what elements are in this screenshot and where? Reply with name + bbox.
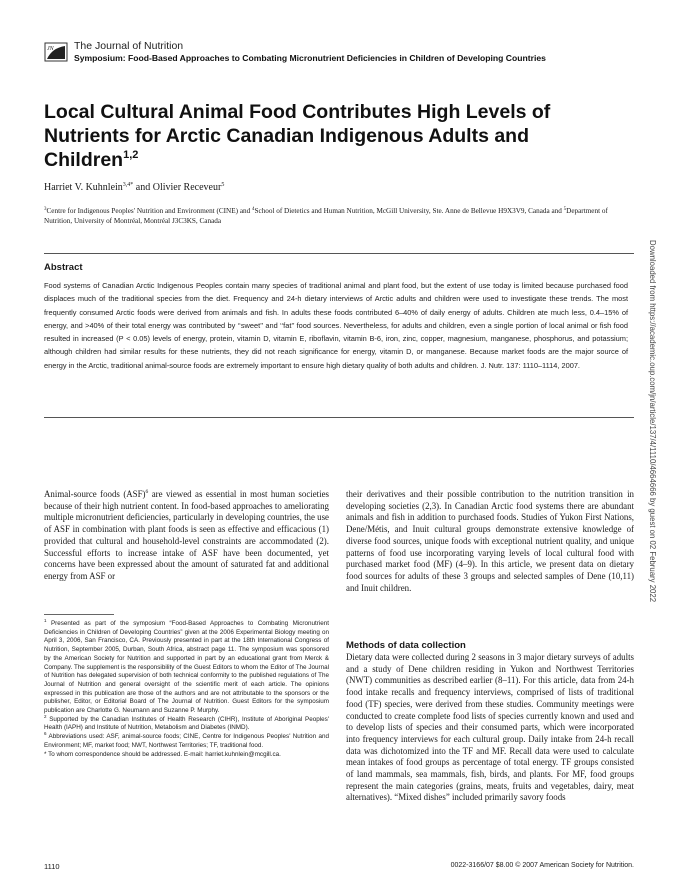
footnote-1 — [44, 620, 329, 716]
journal-logo-icon — [44, 42, 68, 62]
affiliation-text: Department of Nutrition, University of Montréal, Montréal J3C3KS, Canada — [44, 207, 608, 225]
author-affiliation-marks: 3,4* — [122, 182, 134, 188]
article-title — [44, 100, 564, 172]
svg-text:JN: JN — [47, 46, 54, 52]
footnote-text: Abbreviations used: ASF, animal-source foods; CINE, Centre for Indigenous Peoples' Nutrition and Environment; MF, market food; NWT, Northwest Territories; TF, traditional food. — [44, 733, 329, 749]
download-notice — [648, 240, 666, 670]
author-affiliation-marks: 5 — [221, 182, 225, 188]
affiliations — [44, 206, 634, 226]
methods-heading: Methods of data collection — [346, 640, 466, 651]
article-title-text: Local Cultural Animal Food Contributes High Levels of Nutrients for Arctic Canadian Indigenous Adults and Children — [44, 101, 551, 171]
affiliation-mark: 4 — [252, 207, 255, 212]
journal-header — [44, 38, 644, 68]
left-column — [44, 489, 329, 583]
abstract-top-rule — [44, 253, 634, 254]
intro-text: are viewed as essential in most human societies because of their high nutrient content. In food-based approaches to ameliorating multiple micronutrient deficiencies, particularly in developing countries, the use of ASF in combination with plant foods is seen as effective and efficacious (1) provided that cultural and household-level constraints are accommodated (2). Successful efforts to increase intake of ASF have been documented, yet concerns have been expressed about the amount of saturated fat and additional energy from ASF or — [44, 489, 329, 581]
intro-text: Animal-source foods (ASF) — [44, 489, 146, 499]
affiliation-text: School of Dietetics and Human Nutrition, McGill University, Ste. Anne de Bellevue H9X3V9, Canada and — [254, 207, 564, 215]
footnote-divider — [44, 614, 114, 615]
footnote-mark: 1 — [44, 618, 47, 623]
abstract-text: Food systems of Canadian Arctic Indigenous Peoples contain many species of traditional animal and plant food, but the extent of use today is limited because purchased food displaces much of the traditional species from the diet. Frequency and 24-h dietary interviews of Arctic adults and children were used to investigate these trends. The most frequently consumed Arctic foods were derived from animals and fish. In adults these foods contributed 6–40% of daily energy of adults. Children ate much less, 0.4–15% of energy, and >40% of their total energy was contributed by ‘‘sweet’’ and ‘‘fat’’ food sources. Nevertheless, for adults and children, even a single portion of local animal or fish food resulted in increased (P < 0.05) levels of energy, protein, vitamin D, vitamin E, riboflavin, vitamin B-6, iron, zinc, copper, magnesium, manganese, phosphorus, and potassium; although children had similar results for these nutrients, they did not reach significance for energy, vitamin D, or manganese. Because market foods are the major source of energy in the Arctic, traditional animal-source foods are extremely important to ensure high dietary quality of both adults and children. J. Nutr. 137: 1110–1114, 2007. — [44, 281, 628, 370]
author-line — [44, 182, 224, 193]
right-column — [346, 489, 634, 594]
page-number: 1110 — [44, 862, 60, 871]
download-notice-text: Downloaded from https://academic.oup.com/jn/article/137/4/1110/4664666 by guest on 02 February 2022 — [648, 240, 657, 603]
intro-paragraph-continued: their derivatives and their possible contribution to the nutrition transition in developing societies (2,3). In Canadian Arctic food systems there are abundant animals and fish in addition to purchased foods. Studies of Yukon First Nations, Dene/Métis, and Inuit cultural groups demonstrate extensive knowledge of diverse food sources, unique foods with exceptional nutrient quality, and unique patterns of food use incorporating varying levels of local cultural food with purchased market food (MF) (4–9). In this article, we present data on dietary food sources for adults of these 3 groups and selected samples of Dene (10,11) and Inuit children. — [346, 489, 634, 593]
footnote-text: Presented as part of the symposium “Food-Based Approaches to Combating Micronutrient Deficiencies in Children of Developing Countries” given at the 2006 Experimental Biology meeting on April 3, 2006, San Francisco, CA. Previously presented in part at the 18th International Congress of Nutrition, September 2005, Durban, South Africa, abstract page 11. The symposium was sponsored by the American Society for Nutrition and supported in part by an educational grant from Merck & Company. The supplement is the responsibility of the Guest Editors to whom the Editor of The Journal of Nutrition has delegated supervision of both technical conformity to the published regulations of The Journal of Nutrition and general oversight of the scientific merit of each article. The opinions expressed in this publication are those of the authors and are not attributable to the sponsors or the publisher, Editor, or Editorial Board of The Journal of Nutrition. Guest Editors for the symposium publication are Charlotte G. Neumann and Suzanne P. Murphy. — [44, 620, 329, 715]
footnote-mark: 2 — [44, 713, 47, 719]
abstract-heading: Abstract — [44, 262, 83, 273]
affiliation-text: Centre for Indigenous Peoples' Nutrition and Environment (CINE) and — [46, 207, 252, 215]
affiliation-mark: 3 — [44, 207, 47, 212]
author-name: and Olivier Receveur — [135, 182, 222, 193]
affiliation-mark: 5 — [563, 207, 567, 212]
footnote-2 — [44, 713, 329, 733]
symposium-title: Symposium: Food-Based Approaches to Combating Micronutrient Deficiencies in Children of Developing Countries — [74, 53, 546, 63]
footnote-6 — [44, 733, 329, 750]
footnote-correspondence: * To whom correspondence should be addressed. E-mail: harriet.kuhnlein@mcgill.ca. — [44, 750, 281, 758]
copyright-notice: 0022-3166/07 $8.00 © 2007 American Society for Nutrition. — [450, 862, 634, 869]
abstract-bottom-rule — [44, 417, 634, 418]
footnotes — [44, 620, 329, 759]
journal-name: The Journal of Nutrition — [74, 40, 184, 52]
intro-paragraph — [44, 489, 329, 583]
footnote-mark: 6 — [145, 489, 149, 495]
footnote-mark: 6 — [44, 731, 47, 737]
author-name: Harriet V. Kuhnlein — [44, 182, 123, 193]
methods-text: Dietary data were collected during 2 seasons in 3 major dietary surveys of adults and a study of Dene children residing in Yukon and Northwest Territories (NWT) communities as described earlier (8–11). For this article, data from 24-h food intake recalls and frequency interviews, comprised of lists of traditional food (TF) species, were derived from these studies. Community meetings were conducted to create complete food lists of species currently known and used and to develop lists of species and their consumed parts, which were incorporated into frequency interviews for each cultural group. Daily intake from 24-h recall data was dichotomized into the TF and MF. Recall data were used to calculate mean intakes of food groups as percentage of total energy. TF groups consisted of land mammals, sea mammals, fish, birds, and plants. For MF, food groups represent the main categories (grains, meats, fruits and vegetables, dairy, meat alternatives). “Mixed dishes” included primarily savory foods — [346, 652, 634, 803]
footnote-text: Supported by the Canadian Institutes of Health Research (CIHR), Institute of Aboriginal Peoples' Health (IAPH) and Institute of Nutrition, Metabolism and Diabetes (INMD). — [44, 715, 329, 732]
title-footnote-marks: 1,2 — [123, 149, 139, 161]
abstract-section — [44, 253, 634, 418]
